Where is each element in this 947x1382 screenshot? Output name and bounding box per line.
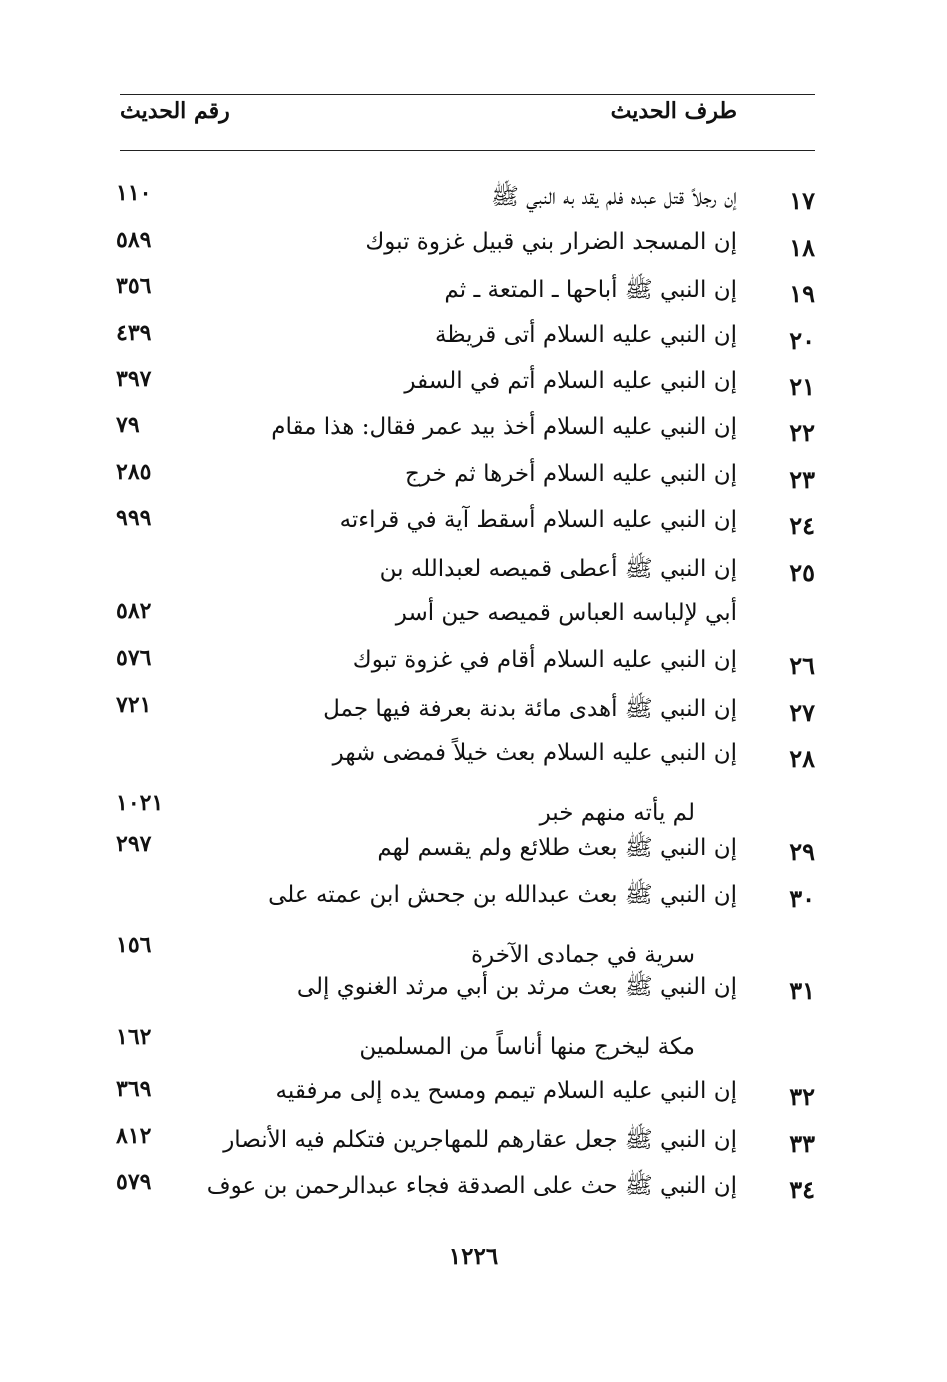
entry-text: إن النبي ﷺ بعث مرثد بن أبي مرثد الغنوي إلى bbox=[296, 974, 737, 1000]
entry-reference-number: ٩٩٩ bbox=[116, 505, 152, 531]
entry-reference-number: ٥٨٩ bbox=[116, 227, 152, 253]
entry-index: ٢٠ bbox=[789, 326, 815, 355]
entry-reference-number: ١٥٦ bbox=[116, 932, 152, 958]
list-item bbox=[0, 412, 947, 458]
entry-reference-number: ٧٢١ bbox=[116, 692, 152, 718]
entry-reference-number: ٣٦٩ bbox=[116, 1076, 152, 1102]
entry-index: ٣١ bbox=[789, 976, 815, 1005]
list-item bbox=[0, 1123, 947, 1169]
list-item bbox=[0, 1169, 947, 1215]
entry-reference-number: ٥٨٢ bbox=[116, 598, 152, 624]
entry-reference-number: ٢٩٧ bbox=[116, 831, 152, 857]
entry-index: ١٧ bbox=[789, 186, 815, 215]
entry-index: ٢٧ bbox=[789, 698, 815, 727]
entry-text: إن النبي ﷺ جعل عقارهم للمهاجرين فتكلم فيه الأنصار bbox=[223, 1127, 737, 1153]
entry-text: إن النبي ﷺ أباحها ـ المتعة ـ ثم bbox=[444, 277, 737, 303]
list-item bbox=[0, 970, 947, 1016]
entry-index: ٢٤ bbox=[789, 511, 815, 540]
list-item bbox=[0, 227, 947, 273]
entry-text: إن رجلاً قتل عبده فلم يقد به النبي ﷺ bbox=[491, 184, 737, 210]
list-item bbox=[0, 505, 947, 551]
list-item bbox=[0, 320, 947, 366]
header-bottom-rule bbox=[120, 150, 815, 151]
list-item bbox=[0, 878, 947, 924]
entry-reference-number: ٢٨٥ bbox=[116, 459, 152, 485]
column-header-hadith-number: رقم الحديث bbox=[120, 98, 230, 124]
entry-text: إن النبي ﷺ أعطى قميصه لعبدالله بن bbox=[379, 556, 737, 582]
entry-text: إن النبي عليه السلام أسقط آية في قراءته bbox=[339, 507, 737, 533]
entry-index: ٢٣ bbox=[789, 465, 815, 494]
entry-reference-number: ٣٥٦ bbox=[116, 273, 152, 299]
entry-text-continuation: سرية في جمادى الآخرة bbox=[470, 942, 695, 968]
entry-text: إن النبي عليه السلام أخرها ثم خرج bbox=[405, 461, 737, 487]
list-item bbox=[0, 552, 947, 598]
list-item bbox=[0, 459, 947, 505]
header-top-rule bbox=[120, 94, 815, 95]
entry-reference-number: ١٠٢١ bbox=[116, 790, 164, 816]
entry-text: إن النبي عليه السلام أتى قريظة bbox=[434, 322, 737, 348]
entry-reference-number: ٨١٢ bbox=[116, 1123, 152, 1149]
entry-text: إن النبي ﷺ أهدى مائة بدنة بعرفة فيها جمل bbox=[323, 696, 737, 722]
entry-text: إن النبي ﷺ بعث طلائع ولم يقسم لهم bbox=[377, 835, 737, 861]
entry-text: إن النبي عليه السلام أقام في غزوة تبوك bbox=[352, 647, 737, 673]
list-item bbox=[0, 645, 947, 691]
list-item bbox=[0, 1076, 947, 1122]
entry-index: ٢١ bbox=[789, 372, 815, 401]
entry-index: ٢٦ bbox=[789, 651, 815, 680]
list-item bbox=[0, 831, 947, 877]
entry-index: ٢٥ bbox=[789, 558, 815, 587]
list-item bbox=[0, 273, 947, 319]
entry-reference-number: ١٦٢ bbox=[116, 1024, 152, 1050]
entry-index: ٢٢ bbox=[789, 418, 815, 447]
entry-index: ١٩ bbox=[789, 279, 815, 308]
entry-reference-number: ٧٩ bbox=[116, 412, 140, 438]
entry-text: إن النبي عليه السلام أتم في السفر bbox=[404, 368, 737, 394]
entry-index: ٣٢ bbox=[789, 1082, 815, 1111]
entry-text-continuation: مكة ليخرج منها أناساً من المسلمين bbox=[359, 1034, 695, 1060]
list-item bbox=[0, 738, 947, 784]
entry-text: إن النبي عليه السلام أخذ بيد عمر فقال: هذا مقام bbox=[271, 414, 737, 440]
entry-text: إن النبي ﷺ حث على الصدقة فجاء عبدالرحمن بن عوف bbox=[206, 1173, 737, 1199]
entry-text-continuation: أبي لإلباسه العباس قميصه حين أسر bbox=[395, 600, 737, 626]
entry-text: إن المسجد الضرار بني قبيل غزوة تبوك bbox=[365, 229, 737, 255]
entry-text: إن النبي ﷺ بعث عبدالله بن جحش ابن عمته على bbox=[268, 882, 737, 908]
list-item bbox=[0, 366, 947, 412]
list-item bbox=[0, 180, 947, 226]
entry-reference-number: ٥٧٩ bbox=[116, 1169, 152, 1195]
entry-reference-number: ٣٩٧ bbox=[116, 366, 152, 392]
entry-index: ٢٨ bbox=[789, 744, 815, 773]
list-item bbox=[0, 692, 947, 738]
entry-index: ٢٩ bbox=[789, 837, 815, 866]
entry-reference-number: ٤٣٩ bbox=[116, 320, 152, 346]
entry-index: ٣٤ bbox=[789, 1175, 815, 1204]
entry-text: إن النبي عليه السلام تيمم ومسح يده إلى مرفقيه bbox=[275, 1078, 737, 1104]
entry-index: ٣٣ bbox=[789, 1129, 815, 1158]
entry-reference-number: ٥٧٦ bbox=[116, 645, 152, 671]
column-header-hadith-text: طرف الحديث bbox=[610, 98, 737, 124]
entry-index: ١٨ bbox=[789, 233, 815, 262]
entry-reference-number: ١١٠ bbox=[116, 180, 152, 206]
page-number: ١٢٢٦ bbox=[448, 1243, 499, 1270]
entry-index: ٣٠ bbox=[789, 884, 815, 913]
entry-text: إن النبي عليه السلام بعث خيلاً فمضى شهر bbox=[332, 740, 737, 766]
entry-text-continuation: لم يأته منهم خبر bbox=[539, 800, 695, 826]
